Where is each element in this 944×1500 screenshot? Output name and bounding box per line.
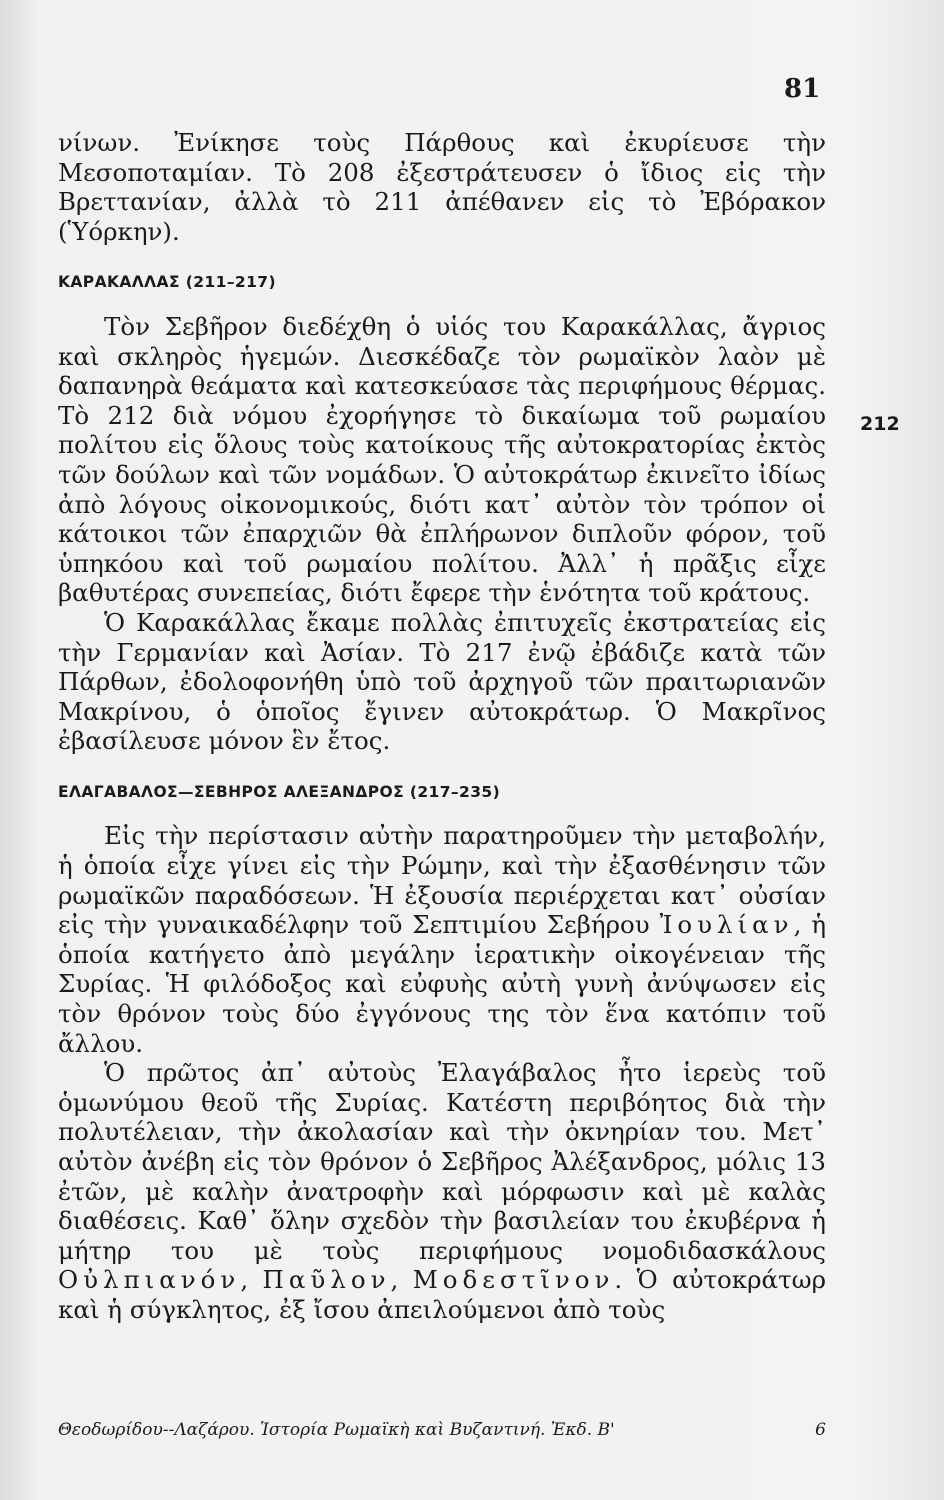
- paragraph: Τὸν Σεβῆρον διεδέχθη ὁ υἱός του Καρακάλλας, ἄγριος καὶ σκληρὸς ἡγεμών. Διεσκέδαζε τὸν ρωμαϊκὸν λαὸν μὲ δαπανηρὰ θεάματα καὶ κατεσκεύασε τὰς περιφήμους θέρμας. Τὸ 212 διὰ νόμου ἐχορήγησε τὸ δικαίωμα τοῦ ρωμαίου πολίτου εἰς ὅλους τοὺς κατοίκους τῆς αὐτοκρατορίας ἐκτὸς τῶν δούλων καὶ τῶν νομάδων. Ὁ αὐτοκράτωρ ἐκινεῖτο ἰδίως ἀπὸ λόγους οἰκονομικούς, διότι κατ᾽ αὐτὸν τὸν τρόπον οἱ κάτοικοι τῶν ἐπαρχιῶν θὰ ἐπλήρωνον διπλοῦν φόρον, τοῦ ὑπηκόου καὶ τοῦ ρωμαίου πολίτου. Ἀλλ᾽ ἡ πρᾶξις εἶχε βαθυτέρας συνεπείας, διότι ἔφερε τὴν ἑνότητα τοῦ κράτους.: [58, 311, 826, 608]
- paragraph: νίνων. Ἐνίκησε τοὺς Πάρθους καὶ ἐκυρίευσε τὴν Μεσοποταμίαν. Τὸ 208 ἐξεστράτευσεν ὁ ἴδιος εἰς τὴν Βρεττανίαν, ἀλλὰ τὸ 211 ἀπέθανεν εἰς τὸ Ἐβόρακον (Ὑόρκην).: [58, 128, 826, 246]
- text-run: , ἡ ὁποία κατήγετο ἀπὸ μεγάλην ἱερατικὴν οἰκογένειαν τῆς Συρίας. Ἡ φιλόδοξος καὶ εὐφυὴς αὐτὴ γυνὴ ἀνύψωσεν εἰς τὸν θρόνον τοὺς δύο ἐγγόνους της τὸν ἕνα κατόπιν τοῦ ἄλλου.: [58, 910, 826, 1058]
- footer-citation: Θεοδωρίδου--Λαζάρου. Ἱστορία Ρωμαϊκὴ καὶ Βυζαντινή. Ἐκδ. Β': [58, 1420, 615, 1440]
- emphasized-name: Οὐλπιανόν: [58, 1265, 241, 1295]
- text-run: Ὁ πρῶτος ἀπ᾽ αὐτοὺς Ἐλαγάβαλος ἦτο ἱερεὺς τοῦ ὁμωνύμου θεοῦ τῆς Συρίας. Κατέστη περιβόητος διὰ τὴν πολυτέλειαν, τὴν ἀκολασίαν καὶ τὴν ὀκνηρίαν του. Μετ᾽ αὐτὸν ἀνέβη εἰς τὸν θρόνον ὁ Σεβῆρος Ἀλέξανδρος, μόλις 13 ἐτῶν, μὲ καλὴν ἀνατροφὴν καὶ μόρφωσιν καὶ μὲ καλὰς διαθέσεις. Καθ᾽ ὅλην σχεδὸν τὴν βασιλείαν του ἐκυβέρνα ἡ μήτηρ του μὲ τοὺς περιφήμους νομοδιδασκάλους: [58, 1058, 826, 1265]
- text-run: Εἰς τὴν περίστασιν αὐτὴν παρατηροῦμεν τὴν μεταβολήν, ἡ ὁποία εἶχε γίνει εἰς τὴν Ρώμην, καὶ τὴν ἐξασθένησιν τῶν ρωμαϊκῶν παραδόσεων. Ἡ ἐξουσία περιέρχεται κατ᾽ οὐσίαν εἰς τὴν γυναικαδέλφην τοῦ Σεπτιμίου Σεβήρου: [58, 821, 826, 940]
- printer-signature: 6: [815, 1420, 826, 1440]
- section-heading-caracalla: ΚΑΡΑΚΑΛΛΑΣ (211–217): [58, 273, 276, 292]
- page-number: 81: [784, 74, 821, 104]
- section-heading-elagabalus: ΕΛΑΓΑΒΑΛΟΣ—ΣΕΒΗΡΟΣ ΑΛΕΞΑΝΔΡΟΣ (217–235): [58, 782, 501, 801]
- body-text: [58, 128, 826, 1325]
- margin-year-note: 212: [860, 413, 900, 435]
- paragraph: Ὁ πρῶτος ἀπ᾽ αὐτοὺς Ἐλαγάβαλος ἦτο ἱερεὺς τοῦ ὁμωνύμου θεοῦ τῆς Συρίας. Κατέστη περιβόητος διὰ τὴν πολυτέλειαν, τὴν ἀκολασίαν καὶ τὴν ὀκνηρίαν του. Μετ᾽ αὐτὸν ἀνέβη εἰς τὸν θρόνον ὁ Σεβῆρος Ἀλέξανδρος, μόλις 13 ἐτῶν, μὲ καλὴν ἀνατροφὴν καὶ μόρφωσιν καὶ μὲ καλὰς διαθέσεις. Καθ᾽ ὅλην σχεδὸν τὴν βασιλείαν του ἐκυβέρνα ἡ μήτηρ του μὲ τοὺς περιφήμους νομοδιδασκάλους Οὐλπιανόν, Παῦλον, Μοδεστῖνον. Ὁ αὐτοκράτωρ καὶ ἡ σύγκλητος, ἐξ ἴσου ἀπειλούμενοι ἀπὸ τοὺς: [58, 1058, 827, 1324]
- paragraph: [58, 821, 826, 1058]
- text-run: . Ὁ αὐτοκράτωρ καὶ ἡ σύγκλητος, ἐξ ἴσου ἀπειλούμενοι ἀπὸ τοὺς: [58, 1265, 827, 1324]
- emphasized-name: Παῦλον: [262, 1265, 391, 1295]
- emphasized-name: Ἰουλίαν: [659, 910, 794, 940]
- page-footer: [58, 1420, 826, 1440]
- emphasized-name: Μοδεστῖνον: [412, 1265, 615, 1295]
- paragraph: Ὁ Καρακάλλας ἔκαμε πολλὰς ἐπιτυχεῖς ἐκστρατείας εἰς τὴν Γερμανίαν καὶ Ἀσίαν. Τὸ 217 ἐνῷ ἐβάδιζε κατὰ τῶν Πάρθων, ἐδολοφονήθη ὑπὸ τοῦ ἀρχηγοῦ τῶν πραιτωριανῶν Μακρίνου, ὁ ὁποῖος ἔγινεν αὐτοκράτωρ. Ὁ Μακρῖνος ἐβασίλευσε μόνον ἓν ἔτος.: [58, 607, 826, 756]
